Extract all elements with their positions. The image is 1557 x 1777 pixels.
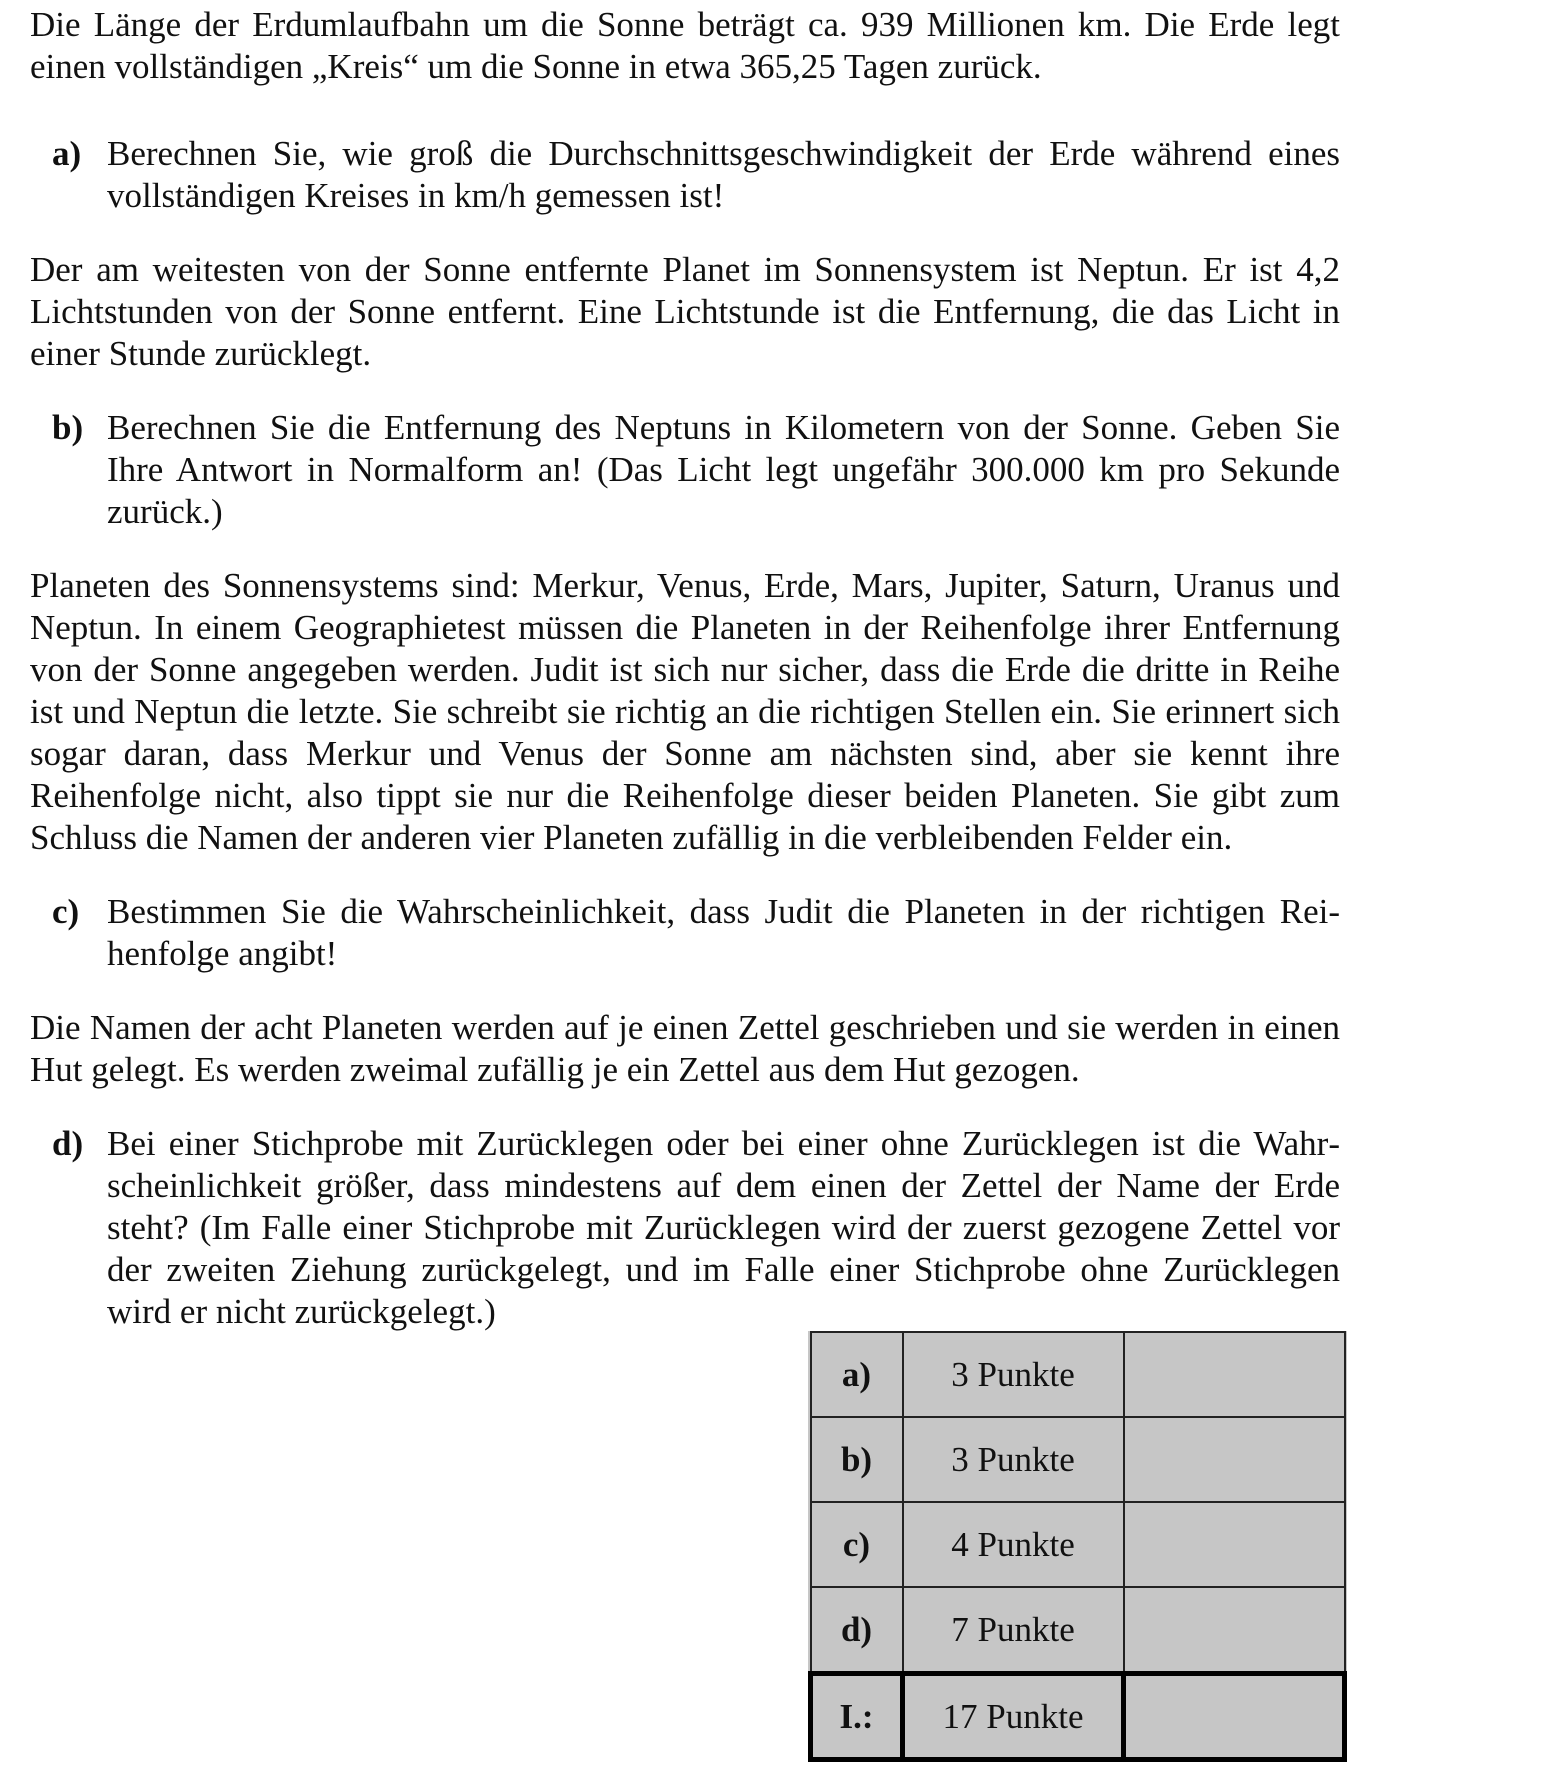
score-row-total [811, 1674, 1345, 1760]
task-c [30, 891, 1340, 975]
score-total-label: I.: [811, 1674, 903, 1760]
exam-page [30, 4, 1340, 1333]
score-row-points: 3 Punkte [903, 1417, 1124, 1502]
task-b-text: Berechnen Sie die Entfernung des Neptuns in Kilometern von der Sonne. Geben Sie Ihre Antwort in Normalform an! (Das Licht legt ungefähr 300.000 km pro Sekunde zurück.) [107, 408, 1340, 531]
score-total-score-field [1124, 1674, 1345, 1760]
task-b-label: b) [52, 408, 84, 447]
score-total-points: 17 Punkte [903, 1674, 1124, 1760]
score-row-points: 3 Punkte [903, 1332, 1124, 1417]
score-row-d [811, 1587, 1345, 1674]
score-row-label: b) [811, 1417, 903, 1502]
task-d-text: Bei einer Stichprobe mit Zurücklegen oder bei einer ohne Zurücklegen ist die Wahrscheinlichkeit größer, dass mindestens auf dem einen der Zettel der Name der Erde steht? (Im Falle einer Stichprobe mit Zurücklegen wird der zuerst gezogene Zettel vor der zweiten Ziehung zurückgelegt, und im Falle einer Stichprobe ohne Zurücklegen wird er nicht zurückgelegt.) [107, 1124, 1340, 1331]
intro-paragraph: Die Länge der Erdumlaufbahn um die Sonne beträgt ca. 939 Millionen km. Die Erde legt einen vollständigen „Kreis“ um die Sonne in etwa 365,25 Tagen zurück. [30, 5, 1340, 86]
score-row-c [811, 1502, 1345, 1587]
score-row-a [811, 1332, 1345, 1417]
task-d-label: d) [52, 1124, 84, 1163]
planets-paragraph: Planeten des Sonnensystems sind: Merkur, Venus, Erde, Mars, Jupiter, Saturn, Uranus und Neptun. In einem Geographietest müssen die Planeten in der Reihenfolge ihrer Entfernung von der Sonne angegeben werden. Judit ist sich nur sicher, dass die Erde die dritte in Reihe ist und Neptun die letzte. Sie schreibt sie richtig an die richtigen Stellen ein. Sie erinnert sich sogar daran, dass Merkur und Venus der Sonne am nächsten sind, aber sie kennt ihre Reihenfolge nicht, also tippt sie nur die Reihenfolge dieser beiden Planeten. Sie gibt zum Schluss die Namen der anderen vier Planeten zufällig in die verbleibenden Felder ein. [30, 566, 1340, 857]
score-row-points: 4 Punkte [903, 1502, 1124, 1587]
score-row-score-field [1124, 1332, 1345, 1417]
score-table [808, 1331, 1347, 1762]
task-c-label: c) [52, 892, 80, 931]
score-row-score-field [1124, 1502, 1345, 1587]
score-row-points: 7 Punkte [903, 1587, 1124, 1674]
task-a [30, 133, 1340, 217]
score-row-score-field [1124, 1417, 1345, 1502]
task-a-label: a) [52, 134, 82, 173]
score-row-b [811, 1417, 1345, 1502]
task-c-text: Bestimmen Sie die Wahrscheinlichkeit, dass Judit die Planeten in der richtigen Reihenfolge angibt! [107, 892, 1340, 973]
task-a-text: Berechnen Sie, wie groß die Durchschnittsgeschwindigkeit der Erde während eines vollständigen Kreises in km/h gemessen ist! [107, 134, 1340, 215]
score-row-label: a) [811, 1332, 903, 1417]
score-row-label: d) [811, 1587, 903, 1674]
score-row-score-field [1124, 1587, 1345, 1674]
task-b [30, 407, 1340, 533]
score-row-label: c) [811, 1502, 903, 1587]
neptun-paragraph: Der am weitesten von der Sonne entfernte Planet im Sonnensystem ist Neptun. Er ist 4,2 Lichtstunden von der Sonne entfernt. Eine Lichtstunde ist die Entfernung, die das Licht in einer Stunde zurücklegt. [30, 250, 1340, 373]
hat-paragraph: Die Namen der acht Planeten werden auf je einen Zettel geschrieben und sie werden in einen Hut gelegt. Es werden zweimal zufällig je ein Zettel aus dem Hut gezogen. [30, 1008, 1340, 1089]
task-d [30, 1123, 1340, 1333]
